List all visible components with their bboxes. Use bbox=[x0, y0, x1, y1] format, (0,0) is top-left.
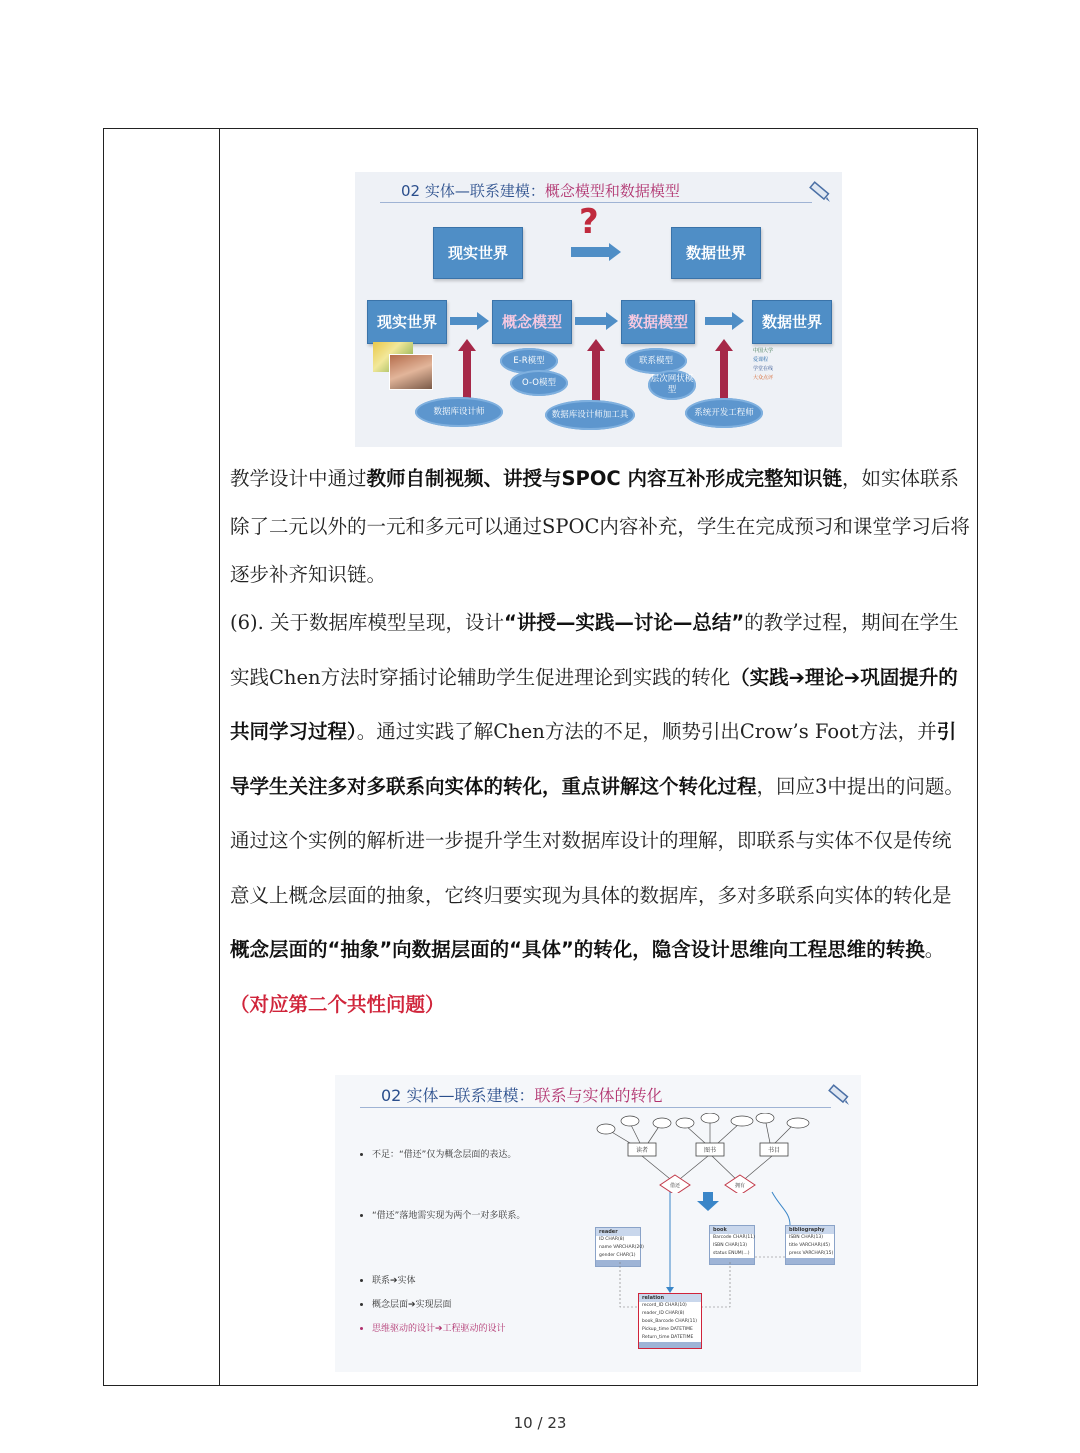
cloud-hierarchy-model: 层次网状模型 bbox=[648, 370, 696, 400]
er-entity-bibliography: 书目 bbox=[767, 1147, 781, 1154]
slide-title bbox=[401, 180, 680, 201]
up-arrow-2 bbox=[592, 350, 600, 402]
up-arrow-head-1 bbox=[458, 339, 476, 351]
table-reader: reader ID CHAR(8) name VARCHAR(20) gender CHAR(1) bbox=[595, 1227, 641, 1267]
cloud-db-designer: 数据库设计师 bbox=[415, 397, 503, 427]
up-arrow-head-3 bbox=[715, 339, 733, 351]
cloud-oo-model: O-O模型 bbox=[510, 370, 568, 396]
logo-4: 大众点评 bbox=[753, 375, 774, 381]
bullet-two-one-to-many: “借还”落地需实现为两个一对多联系。 bbox=[360, 1208, 525, 1221]
up-arrow-1 bbox=[463, 350, 471, 398]
cloud-er-model: E-R模型 bbox=[500, 348, 558, 374]
bullet-concept-implementation: 概念层面➔实现层面 bbox=[360, 1297, 452, 1310]
slide2-title-prefix: 02 实体—联系建模： bbox=[381, 1086, 535, 1105]
row-arrow-3 bbox=[705, 317, 733, 325]
table-bibliography: bibliography ISBN CHAR(13) title VARCHAR(45) press VARCHAR(15) bbox=[785, 1225, 835, 1265]
er-relation-own: 拥有 bbox=[734, 1183, 746, 1189]
cloud-link-model: 联系模型 bbox=[625, 348, 687, 374]
slide-relation-to-entity bbox=[335, 1075, 861, 1372]
paragraph-teaching-process: (6). 关于数据库模型呈现，设计“讲授—实践—讨论—总结”的教学过程，期间在学生实践Chen方法时穿插讨论辅助学生促进理论到实践的转化（实践➔理论➔巩固提升的共同学习过程）。通过实践了解Chen方法的不足，顺势引出Crow’s Foot方法，并引导学生关注多对多联系向实体的转化，重点讲解这个转化过程，回应3中提出的问题。通过这个实例的解析进一步提升学生对数据库设计的理解，即联系与实体不仅是传统意义上概念层面的抽象，它终归要实现为具体的数据库，多对多联系向实体的转化是概念层面的“抽象”向数据层面的“具体”的转化，隐含设计思维向工程思维的转换。（对应第二个共性问题） bbox=[230, 611, 964, 1016]
question-mark: ? bbox=[579, 202, 599, 242]
row-arrow-head-2 bbox=[606, 312, 618, 330]
row-arrow-2 bbox=[575, 317, 607, 325]
top-arrow bbox=[571, 247, 609, 257]
slide2-title bbox=[381, 1083, 662, 1106]
slide2-title-main: 联系与实体的转化 bbox=[534, 1086, 663, 1105]
top-data-world-box: 数据世界 bbox=[671, 227, 761, 279]
bullet-shortcoming: 不足：“借还”仅为概念层面的表达。 bbox=[360, 1147, 516, 1160]
er-diagram bbox=[590, 1113, 860, 1193]
row-concept-model-box: 概念模型 bbox=[492, 300, 572, 344]
row-data-model-box: 数据模型 bbox=[621, 300, 695, 344]
er-entity-reader: 读者 bbox=[635, 1147, 649, 1154]
slide-title-prefix: 02 实体—联系建模： bbox=[401, 182, 545, 200]
bullet-relation-entity: 联系➔实体 bbox=[360, 1273, 416, 1286]
paragraph-knowledge-chain: 教学设计中通过教师自制视频、讲授与SPOC 内容互补形成完整知识链，如实体联系除了二元以外的一元和多元可以通过SPOC内容补充，学生在完成预习和课堂学习后将逐步补齐知识链。 bbox=[230, 467, 970, 586]
er-relation-borrow: 借还 bbox=[669, 1183, 681, 1189]
row-arrow-1 bbox=[450, 317, 478, 325]
page-number: 10 / 23 bbox=[513, 1414, 567, 1432]
cloud-db-designer-tool: 数据库设计师加工具 bbox=[545, 400, 635, 430]
bullet-design-engineering: 思维驱动的设计➔工程驱动的设计 bbox=[360, 1321, 506, 1334]
table-book: book Barcode CHAR(11) ISBN CHAR(13) status ENUM(...) bbox=[709, 1225, 755, 1265]
row-real-world-box: 现实世界 bbox=[367, 300, 447, 344]
pencil-icon bbox=[825, 1081, 851, 1107]
up-arrow-3 bbox=[720, 350, 728, 402]
slide-title-main: 概念模型和数据模型 bbox=[544, 182, 680, 200]
logo-1: 中国大学 bbox=[753, 348, 774, 354]
people-photo bbox=[389, 354, 433, 390]
up-arrow-head-2 bbox=[587, 339, 605, 351]
slide-concept-data-model bbox=[355, 172, 842, 447]
logo-2: 爱课程 bbox=[753, 357, 769, 363]
row-arrow-head-1 bbox=[477, 312, 489, 330]
cloud-system-engineer: 系统开发工程师 bbox=[685, 398, 763, 428]
logo-3: 学堂在线 bbox=[753, 366, 774, 372]
slide2-title-rule bbox=[360, 1107, 831, 1108]
row-arrow-head-3 bbox=[732, 312, 744, 330]
table-connectors bbox=[590, 1187, 860, 1372]
row-data-world-box: 数据世界 bbox=[752, 300, 832, 344]
er-entity-book: 图书 bbox=[703, 1147, 717, 1154]
platform-logos bbox=[753, 347, 837, 383]
top-real-world-box: 现实世界 bbox=[433, 227, 523, 279]
table-relation: relation record_ID CHAR(10) reader_ID CHAR(8) book_Barcode CHAR(11) Pickup_time DATETIME Return_time DATETIME bbox=[638, 1293, 702, 1349]
table-column-divider bbox=[219, 129, 220, 1385]
top-arrow-head bbox=[609, 243, 621, 261]
pencil-icon bbox=[806, 178, 832, 204]
